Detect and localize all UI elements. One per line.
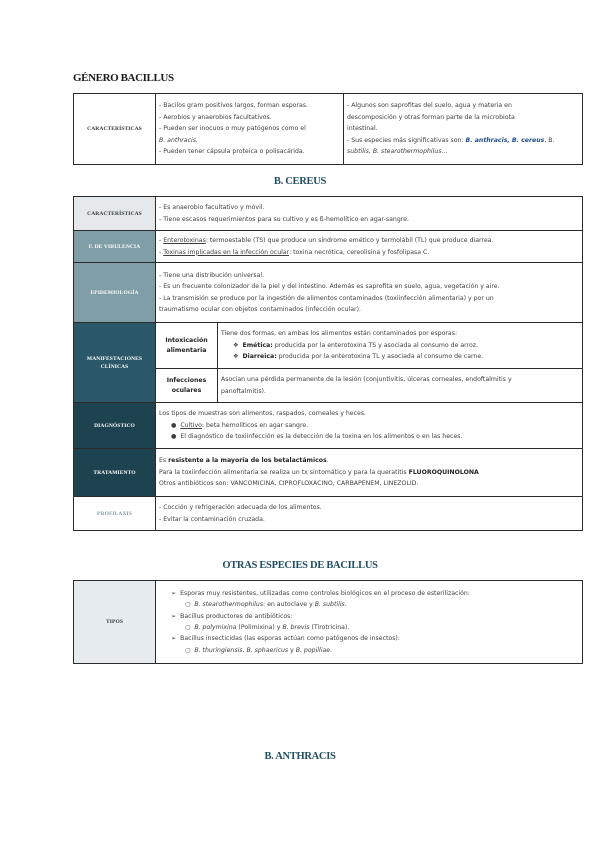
text: .: [344, 601, 347, 609]
circle-bullet-icon: ○: [185, 624, 191, 631]
section-title-cereus: B. CEREUS: [273, 176, 327, 187]
circle-bullet-icon: ○: [185, 646, 191, 654]
label-line: Intoxicación: [165, 336, 208, 344]
infecciones-cell: [218, 369, 583, 403]
genero-line: [347, 135, 579, 146]
text: : termoestable (TS) que produce un síndrome emético y termolábil (TL) que produce diarrea.: [205, 237, 494, 245]
section-title-otras: OTRAS ESPECIES DE BACILLUS: [222, 560, 378, 571]
bullet-dot-icon: ●: [171, 421, 177, 429]
label-line: alimentaria: [166, 346, 207, 354]
tipo-subitem: [159, 599, 579, 610]
genero-line: B. anthracis.: [159, 136, 198, 144]
diagnostico-cell: [156, 403, 583, 449]
intoxicacion-label: [156, 323, 218, 369]
italic-text: B. stearothermophilus: [194, 601, 264, 609]
bold-text: resistente a la mayoría de los betalactámicos: [168, 457, 327, 465]
genero-line: - Pueden ser inocuos o muy patógenos como el: [159, 125, 306, 133]
text-line: - Tiene escasos requerimientos para su cultivo y es ß-hemolítico en agar-sangre.: [159, 215, 409, 223]
italic-text: B. brevis: [282, 624, 310, 631]
genero-line: - Algunos son saprofitas del suelo, agua y materia en: [347, 102, 512, 110]
arrow-bullet-icon: ➢: [171, 612, 177, 620]
label-line: Infecciones: [166, 376, 207, 384]
bold-text: Diarreica:: [242, 353, 277, 361]
text: : beta hemolíticos en agar sangre.: [201, 421, 309, 429]
text-line: - Es un frecuente colonizador de la piel y del intestino. Además es saprofita en suelo, agua, vegetación y aire.: [159, 283, 500, 291]
profilaxis-label: PROFILAXIS: [74, 497, 156, 531]
text: Para la toxiinfección alimentaria se realiza un tx sintomático y para la queratitis: [159, 468, 409, 476]
text-line: - Cocción y refrigeración adecuada de los alimentos.: [159, 504, 322, 512]
text: (Tirotricina).: [309, 624, 350, 631]
arrow-bullet-icon: ➢: [171, 635, 177, 643]
diagnostico-label: DIAGNÓSTICO: [74, 403, 156, 449]
genero-line: descomposición y otras forman parte de la microbiota: [347, 113, 515, 121]
tipos-label: TIPOS: [74, 581, 156, 664]
emetica-item: [221, 340, 579, 351]
text: : toxina necrótica, cereolisina y fosfolipasa C.: [289, 248, 430, 256]
text-line: [159, 247, 579, 258]
virulencia-label: F. DE VIRULENCIA: [74, 231, 156, 263]
tratamiento-label: TRATAMIENTO: [74, 449, 156, 497]
page-title: GÉNERO BACILLUS: [73, 72, 174, 84]
bullet-item: [159, 420, 579, 431]
infecciones-label: [156, 369, 218, 403]
italic-text: B. subtilis: [314, 601, 345, 609]
profilaxis-cell: [156, 497, 583, 531]
text: (Polimixina) y: [236, 624, 283, 631]
section-title-anthracis: B. ANTHRACIS: [264, 751, 336, 762]
text: ,: [242, 646, 247, 654]
text-line: [159, 455, 579, 466]
bullet-diamond-icon: ❖: [233, 353, 239, 361]
text: - Sus especies más significativas son:: [347, 136, 466, 144]
text-line: Tiene dos formas, en ambas los alimentos están contaminados por esporas:: [221, 330, 458, 338]
genero-line: - Bacilos gram positivos largos, forman esporas.: [159, 102, 308, 110]
text-line: [159, 467, 579, 478]
text: -: [159, 248, 164, 256]
bullet-item: [159, 431, 579, 442]
bullet-diamond-icon: ❖: [233, 341, 239, 349]
tipos-cell: [156, 581, 583, 664]
text: -: [159, 237, 164, 245]
intoxicacion-cell: [218, 323, 583, 369]
italic-text: B. thuringiensis: [194, 646, 243, 654]
text-line: Los tipos de muestras son alimentos, raspados, corneales y heces.: [159, 410, 367, 418]
text-line: - Es anaerobio facultativo y móvil.: [159, 204, 265, 212]
italic-text: B. popilliae: [295, 646, 331, 654]
tipo-item: [159, 588, 579, 599]
text: Bacillus productores de antibióticos:: [180, 612, 293, 620]
cereus-table: [73, 196, 583, 531]
otras-table: [73, 580, 583, 664]
genero-line: intestinal.: [347, 125, 378, 133]
text: Es: [159, 457, 169, 465]
genero-table: [73, 93, 583, 165]
caracteristicas-label: CARACTERÍSTICAS: [74, 197, 156, 231]
text-line: [159, 235, 579, 246]
label-line: CLÍNICAS: [100, 363, 129, 370]
bold-text: Emética:: [242, 341, 273, 349]
text: .: [330, 646, 333, 654]
text-line: Asocian una pérdida permanente de la lesión (conjuntivitis, úlceras corneales, endoftalmitis y: [221, 376, 512, 384]
text-line: traumatismo ocular con objetos contaminados (infección ocular).: [159, 305, 361, 313]
text-line: panoftalmitis).: [221, 387, 266, 395]
bullet-dot-icon: ●: [171, 433, 177, 441]
text: Bacillus insecticidas (las esporas actúan como patógenos de insectos):: [180, 635, 400, 643]
text-line: - Tiene una distribución universal.: [159, 271, 265, 279]
underlined-text: Cultivo: [180, 421, 202, 429]
underlined-text: Toxinas implicadas en la infección ocular: [163, 248, 290, 256]
label-line: oculares: [171, 386, 202, 394]
underlined-text: Enterotoxinas: [163, 237, 206, 245]
circle-bullet-icon: ○: [185, 601, 191, 609]
text: producida por la enterotoxina TS y asociada al consumo de arroz.: [272, 341, 479, 349]
epidemiologia-label: EPIDEMIOLOGÍA: [74, 263, 156, 323]
text: .: [326, 457, 329, 465]
text-line: - Evitar la contaminación cruzada.: [159, 515, 265, 523]
text: : en autoclave y: [263, 601, 315, 609]
genero-line: - Pueden tener cápsula proteica o polisacárida.: [159, 148, 305, 156]
tratamiento-cell: [156, 449, 583, 497]
genero-line: - Aerobios y anaerobios facultativos.: [159, 113, 272, 121]
text-line: - La transmisión se produce por la ingestión de alimentos contaminados (toxiinfección alimentaria) y por un: [159, 294, 494, 302]
caracteristicas-cell: [156, 197, 583, 231]
italic-text: B. sphaericus: [246, 646, 289, 654]
label-line: MANIFESTACIONES: [86, 355, 143, 362]
text-line: Otros antibióticos son: VANCOMICINA, CIPROFLOXACINO, CARBAPENEM, LINEZOLID.: [159, 480, 419, 488]
tipo-subitem: [159, 622, 579, 633]
text: producida por la enterotoxina TL y asociada al consumo de carne.: [276, 353, 484, 361]
tipo-item: [159, 611, 579, 622]
genero-col1: [156, 94, 344, 165]
arrow-bullet-icon: ➢: [171, 589, 177, 597]
diarreica-item: [221, 351, 579, 362]
genero-col2: [344, 94, 583, 165]
tipo-subitem: [159, 645, 579, 656]
text: , B.: [544, 136, 555, 144]
epidemiologia-cell: [156, 263, 583, 323]
bold-text: FLUOROQUINOLONA: [408, 468, 479, 476]
genero-label: CARACTERÍSTICAS: [74, 94, 156, 165]
manifestaciones-label: [74, 323, 156, 403]
highlight-text: B. anthracis, B. cereus: [465, 136, 545, 144]
tipo-item: [159, 633, 579, 644]
text: y: [288, 646, 296, 654]
italic-text: B. polymixina: [194, 624, 237, 631]
text: El diagnóstico de toxiinfección es la detección de la toxina en los alimentos o en las heces.: [180, 433, 463, 441]
genero-line: subtilis, B. stearothermophilus…: [347, 148, 448, 156]
text: Esporas muy resistentes, utilizadas como controles biológicos en el proceso de esterilización:: [180, 589, 470, 597]
virulencia-cell: [156, 231, 583, 263]
